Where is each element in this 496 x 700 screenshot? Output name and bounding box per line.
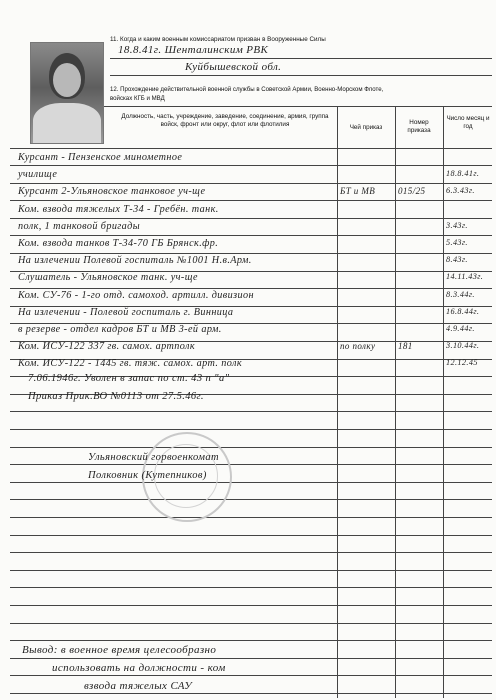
row-position-text: На излечении - Полевой госпиталь г. Винница [18, 307, 234, 318]
row-position-text: полк, 1 танковой бригады [18, 221, 141, 232]
row-date: 5.43г. [446, 238, 468, 247]
ruled-line [10, 570, 492, 571]
header-order-number: Номер приказа [407, 119, 431, 134]
conclusion-line-1: Вывод: в военное время целесообразно [22, 644, 217, 656]
row-order-number: 015/25 [398, 186, 426, 196]
col-divider-2 [395, 106, 396, 698]
signature-line-2: Полковник (Кутепников) [88, 470, 207, 481]
row-position-text: Слушатель - Ульяновское танк. уч-ще [18, 272, 198, 283]
section-11-label: 11. Когда и каким военным комиссариатом призван в Вооруженные Силы [110, 36, 326, 43]
row-date: 18.8.41г. [446, 169, 480, 178]
ruled-line [10, 235, 492, 236]
ruled-line [10, 464, 492, 465]
header-date: Число месяц и год [446, 115, 490, 130]
row-position-text: Ком. СУ-76 - 1-го отд. самоход. артилл. дивизион [18, 290, 254, 301]
row-position-text: Курсант 2-Ульяновское танковое уч-ще [18, 186, 206, 197]
table-top-border [104, 106, 492, 107]
row-order: по полку [340, 341, 376, 351]
row-position-text: Ком. ИСУ-122 - 1445 гв. тяж. самох. арт. полк [18, 358, 243, 369]
row-position-text: в резерве - отдел кадров БТ и МВ 3-ей арм. [18, 324, 222, 335]
row-date: 14.11.43г. [446, 272, 484, 281]
row-date: 6.3.43г. [446, 186, 475, 195]
ruled-line [10, 693, 492, 694]
section-11-line-2: Куйбышевской обл. [185, 61, 282, 73]
row-position-text: На излечении Полевой госпиталь №1001 Н.в.Арм. [18, 255, 252, 266]
ruled-line [10, 552, 492, 553]
conclusion-line-3: взвода тяжелых САУ [84, 680, 193, 692]
row-date: 8.43г. [446, 255, 468, 264]
row-date: 8.3.44г. [446, 290, 475, 299]
ruled-line [10, 675, 492, 676]
col-divider-1 [337, 106, 338, 698]
row-position-text: Ком. взвода танков Т-34-70 ГБ Брянск.фр. [18, 238, 219, 249]
ruled-line [10, 482, 492, 483]
row-date: 16.8.44г. [446, 307, 480, 316]
row-date: 3.43г. [446, 221, 468, 230]
ruled-line [10, 429, 492, 430]
ruled-line [10, 253, 492, 254]
row-position-text: Курсант - Пензенское минометное [18, 152, 183, 163]
ruled-line [10, 499, 492, 500]
row-date: 4.9.44г. [446, 324, 475, 333]
section-11-line-1: 18.8.41г. Шенталинским РВК [118, 44, 269, 56]
ruled-line [10, 218, 492, 219]
col-divider-3 [443, 106, 444, 698]
ruled-line [10, 517, 492, 518]
ruled-line [10, 535, 492, 536]
section-12-label-cont: войсках КГБ и МВД [110, 95, 165, 102]
ruled-line [10, 447, 492, 448]
row-date: 12.12.45 [446, 358, 478, 367]
section-12-label: 12. Прохождение действительной военной службы в Советской Армии, Военно-Морском Флоте, [110, 86, 384, 93]
header-bottom-border [10, 148, 492, 149]
ruled-line [10, 411, 492, 412]
signature-line-1: Ульяновский горвоенкомат [88, 452, 219, 463]
row-position-text: училище [18, 169, 58, 180]
portrait-photo [30, 42, 104, 144]
ruled-line [10, 183, 492, 184]
ruled-line [10, 640, 492, 641]
ruled-line [10, 200, 492, 201]
ruled-line [10, 288, 492, 289]
ruled-line [10, 658, 492, 659]
ruled-line [10, 605, 492, 606]
row-position-text: Ком. взвода тяжелых Т-34 - Гребён. танк. [18, 204, 219, 215]
discharge-line-2: Приказ Прик.ВО №0113 от 27.5.46г. [28, 391, 204, 402]
row-order: БТ и МВ [340, 186, 376, 196]
discharge-line-1: 7.06.1946г. Уволен в запас по ст. 43 п "а" [28, 373, 230, 384]
row-date: 3.10.44г. [446, 341, 480, 350]
conclusion-line-2: использовать на должности - ком [52, 662, 226, 674]
ruled-line [10, 587, 492, 588]
row-position-text: Ком. ИСУ-122 337 гв. самох. артполк [18, 341, 195, 352]
row-order-number: 181 [398, 341, 413, 351]
ruled-line [10, 623, 492, 624]
ruled-line [10, 165, 492, 166]
header-position: Должность, часть, учреждение, заведение, соединение, армия, группа войск, фронт или округ, флот или флотилия [121, 113, 329, 128]
header-order: Чей приказ [349, 124, 383, 131]
